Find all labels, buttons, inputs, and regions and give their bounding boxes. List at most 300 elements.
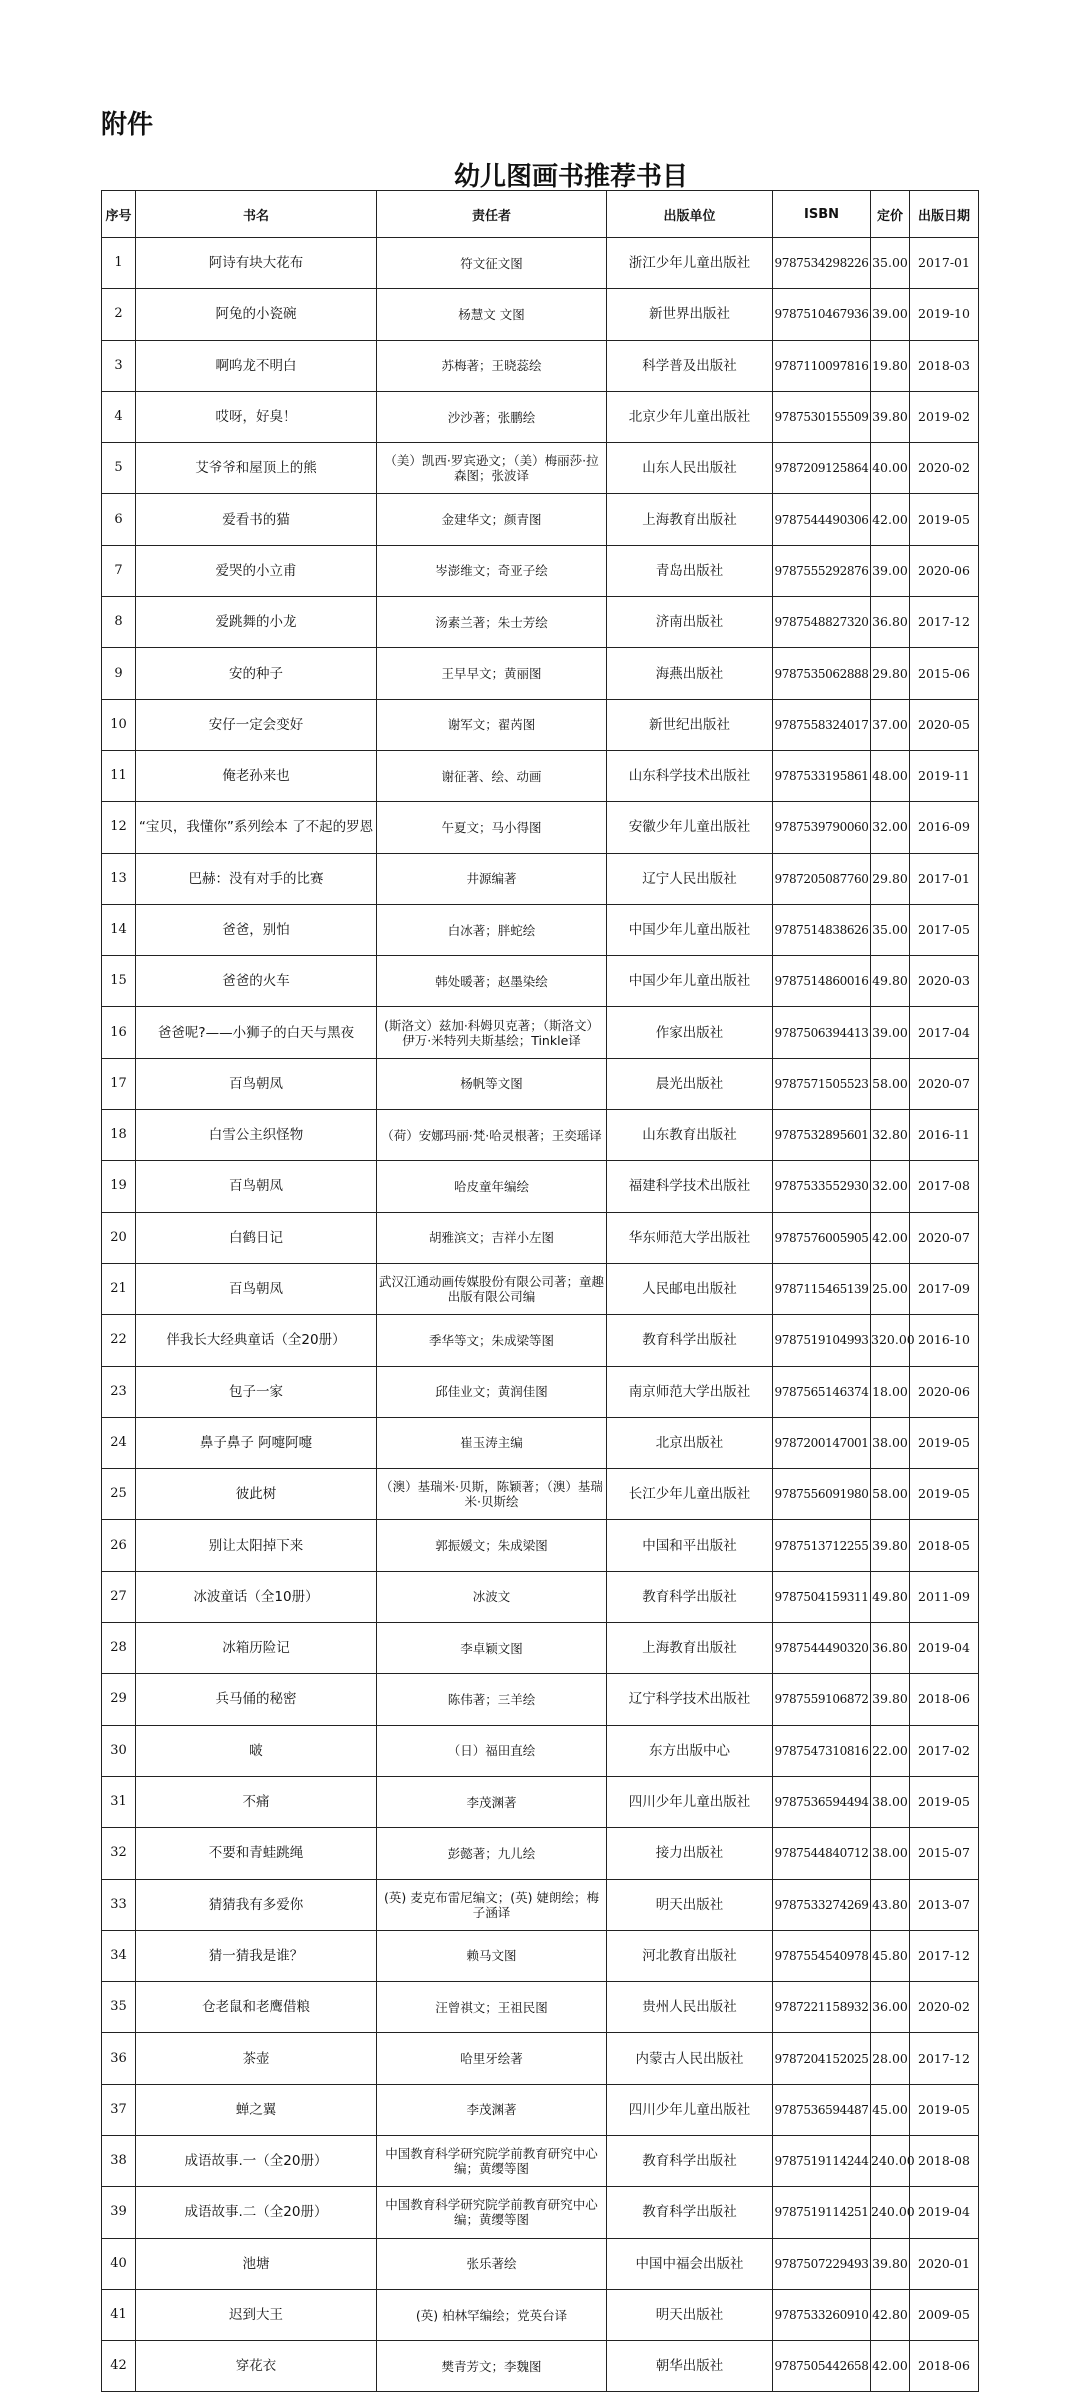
book-author: 张乐著绘 [377,2238,607,2289]
book-isbn: 9787556091980 [773,1469,871,1520]
book-isbn: 9787505442658 [773,2341,871,2392]
book-price: 36.80 [871,1623,910,1674]
row-index: 1 [102,238,136,289]
row-index: 21 [102,1263,136,1314]
book-title: 迟到大王 [136,2289,377,2340]
book-price: 58.00 [871,1058,910,1109]
book-publisher: 华东师范大学出版社 [607,1212,773,1263]
row-index: 40 [102,2238,136,2289]
book-author: 杨帆等文图 [377,1058,607,1109]
book-publisher: 上海教育出版社 [607,494,773,545]
book-date: 2020-01 [910,2238,979,2289]
book-author: 午夏文；马小得图 [377,802,607,853]
book-publisher: 长江少年儿童出版社 [607,1469,773,1520]
row-index: 15 [102,956,136,1007]
book-publisher: 中国少年儿童出版社 [607,956,773,1007]
book-author: 李茂渊著 [377,2084,607,2135]
table-row [102,1366,979,1417]
row-index: 34 [102,1930,136,1981]
book-publisher: 晨光出版社 [607,1058,773,1109]
book-price: 320.00 [871,1315,910,1366]
row-index: 37 [102,2084,136,2135]
table-row [102,1469,979,1520]
book-title: 啵 [136,1725,377,1776]
book-publisher: 朝华出版社 [607,2341,773,2392]
book-isbn: 9787514838626 [773,904,871,955]
row-index: 5 [102,443,136,494]
book-date: 2017-01 [910,853,979,904]
row-index: 27 [102,1571,136,1622]
book-price: 36.00 [871,1982,910,2033]
book-date: 2019-05 [910,2084,979,2135]
header-isbn: ISBN [773,191,871,238]
book-date: 2017-09 [910,1263,979,1314]
book-price: 240.00 [871,2135,910,2186]
book-title: 俺老孙来也 [136,750,377,801]
book-isbn: 9787554540978 [773,1930,871,1981]
table-row [102,956,979,1007]
table-row [102,391,979,442]
table-row [102,494,979,545]
book-author: 井源编著 [377,853,607,904]
book-title: 安仔一定会变好 [136,699,377,750]
book-isbn: 9787533260910 [773,2289,871,2340]
row-index: 3 [102,340,136,391]
table-row [102,1725,979,1776]
book-date: 2020-06 [910,545,979,596]
book-author: 中国教育科学研究院学前教育研究中心编；黄缨等图 [377,2135,607,2186]
book-publisher: 福建科学技术出版社 [607,1161,773,1212]
book-price: 39.00 [871,289,910,340]
row-index: 13 [102,853,136,904]
row-index: 8 [102,597,136,648]
row-index: 31 [102,1776,136,1827]
book-date: 2017-08 [910,1161,979,1212]
book-title: 白雪公主织怪物 [136,1110,377,1161]
book-date: 2020-07 [910,1058,979,1109]
book-price: 28.00 [871,2033,910,2084]
book-price: 32.80 [871,1110,910,1161]
book-publisher: 济南出版社 [607,597,773,648]
book-price: 38.00 [871,1417,910,1468]
book-publisher: 青岛出版社 [607,545,773,596]
book-price: 38.00 [871,1828,910,1879]
book-price: 45.00 [871,2084,910,2135]
table-row [102,1982,979,2033]
row-index: 14 [102,904,136,955]
table-row [102,802,979,853]
row-index: 24 [102,1417,136,1468]
book-isbn: 9787534298226 [773,238,871,289]
book-author: 胡雅滨文；吉祥小左图 [377,1212,607,1263]
book-title: 池塘 [136,2238,377,2289]
row-index: 36 [102,2033,136,2084]
book-publisher: 河北教育出版社 [607,1930,773,1981]
book-title: 别让太阳掉下来 [136,1520,377,1571]
book-isbn: 9787514860016 [773,956,871,1007]
book-date: 2018-06 [910,2341,979,2392]
table-row [102,699,979,750]
book-author: 王早早文；黄丽图 [377,648,607,699]
book-author: 符文征文图 [377,238,607,289]
book-price: 42.80 [871,2289,910,2340]
book-date: 2018-05 [910,1520,979,1571]
book-isbn: 9787519114244 [773,2135,871,2186]
book-date: 2017-12 [910,597,979,648]
row-index: 29 [102,1674,136,1725]
book-author: 李茂渊著 [377,1776,607,1827]
book-date: 2018-06 [910,1674,979,1725]
book-publisher: 教育科学出版社 [607,1571,773,1622]
book-author: 季华等文；朱成梁等图 [377,1315,607,1366]
book-author: (英) 柏林罕编绘；党英台译 [377,2289,607,2340]
book-author: 武汉江通动画传媒股份有限公司著；童趣出版有限公司编 [377,1263,607,1314]
book-title: 仓老鼠和老鹰借粮 [136,1982,377,2033]
book-publisher: 教育科学出版社 [607,2187,773,2238]
row-index: 41 [102,2289,136,2340]
book-date: 2019-05 [910,494,979,545]
book-title: 爸爸呢?——小狮子的白天与黑夜 [136,1007,377,1058]
book-publisher: 中国和平出版社 [607,1520,773,1571]
book-price: 39.00 [871,545,910,596]
book-price: 39.80 [871,1674,910,1725]
row-index: 6 [102,494,136,545]
book-title: 阿诗有块大花布 [136,238,377,289]
table-row [102,853,979,904]
book-price: 45.80 [871,1930,910,1981]
book-date: 2015-06 [910,648,979,699]
book-price: 58.00 [871,1469,910,1520]
book-publisher: 明天出版社 [607,2289,773,2340]
book-author: 赖马文图 [377,1930,607,1981]
book-publisher: 明天出版社 [607,1879,773,1930]
book-publisher: 安徽少年儿童出版社 [607,802,773,853]
book-price: 43.80 [871,1879,910,1930]
table-row [102,1828,979,1879]
book-author: 杨慧文 文图 [377,289,607,340]
book-date: 2019-10 [910,289,979,340]
row-index: 38 [102,2135,136,2186]
book-isbn: 9787532895601 [773,1110,871,1161]
book-date: 2020-07 [910,1212,979,1263]
table-row [102,2289,979,2340]
book-author: 中国教育科学研究院学前教育研究中心编；黄缨等图 [377,2187,607,2238]
book-date: 2017-12 [910,2033,979,2084]
book-publisher: 教育科学出版社 [607,1315,773,1366]
book-isbn: 9787504159311 [773,1571,871,1622]
table-row [102,2033,979,2084]
book-date: 2019-04 [910,2187,979,2238]
table-row [102,2187,979,2238]
book-publisher: 作家出版社 [607,1007,773,1058]
book-isbn: 9787209125864 [773,443,871,494]
book-isbn: 9787576005905 [773,1212,871,1263]
book-publisher: 山东人民出版社 [607,443,773,494]
book-title: 蝉之翼 [136,2084,377,2135]
book-price: 42.00 [871,2341,910,2392]
book-author: 汪曾祺文；王祖民图 [377,1982,607,2033]
book-author: (斯洛文）兹加·科姆贝克著；（斯洛文）伊万·米特列夫斯基绘；Tinkle译 [377,1007,607,1058]
book-price: 39.80 [871,1520,910,1571]
book-publisher: 中国中福会出版社 [607,2238,773,2289]
book-author: （美）凯西·罗宾逊文；（美）梅丽莎·拉森图；张波译 [377,443,607,494]
book-publisher: 内蒙古人民出版社 [607,2033,773,2084]
row-index: 16 [102,1007,136,1058]
book-title: 兵马俑的秘密 [136,1674,377,1725]
book-date: 2009-05 [910,2289,979,2340]
book-author: 白冰著；胖蛇绘 [377,904,607,955]
book-title: 猜一猜我是谁？ [136,1930,377,1981]
book-author: 陈伟著；三羊绘 [377,1674,607,1725]
book-isbn: 9787110097816 [773,340,871,391]
book-publisher: 东方出版中心 [607,1725,773,1776]
row-index: 2 [102,289,136,340]
book-date: 2017-12 [910,1930,979,1981]
book-title: 彼此树 [136,1469,377,1520]
book-author: （荷）安娜玛丽·梵·哈灵根著；王奕瑶译 [377,1110,607,1161]
row-index: 28 [102,1623,136,1674]
book-date: 2017-04 [910,1007,979,1058]
book-title: 爱看书的猫 [136,494,377,545]
table-row [102,1110,979,1161]
book-isbn: 9787558324017 [773,699,871,750]
table-row [102,2341,979,2392]
book-isbn: 9787519104993 [773,1315,871,1366]
book-isbn: 9787539790060 [773,802,871,853]
row-index: 25 [102,1469,136,1520]
row-index: 35 [102,1982,136,2033]
book-publisher: 中国少年儿童出版社 [607,904,773,955]
book-price: 29.80 [871,853,910,904]
book-isbn: 9787565146374 [773,1366,871,1417]
book-author: 汤素兰著；朱士芳绘 [377,597,607,648]
attachment-label: 附件 [101,110,154,140]
header-publisher: 出版单位 [607,191,773,238]
row-index: 7 [102,545,136,596]
book-publisher: 浙江少年儿童出版社 [607,238,773,289]
book-publisher: 四川少年儿童出版社 [607,1776,773,1827]
book-isbn: 9787533552930 [773,1161,871,1212]
book-price: 35.00 [871,904,910,955]
book-isbn: 9787533195861 [773,750,871,801]
book-author: 哈里牙绘著 [377,2033,607,2084]
row-index: 4 [102,391,136,442]
book-date: 2020-05 [910,699,979,750]
book-price: 38.00 [871,1776,910,1827]
book-title: “宝贝，我懂你”系列绘本 了不起的罗恩 [136,802,377,853]
book-author: 苏梅著；王晓蕊绘 [377,340,607,391]
table-row [102,1212,979,1263]
table-row [102,443,979,494]
table-row [102,2135,979,2186]
row-index: 20 [102,1212,136,1263]
book-price: 39.80 [871,2238,910,2289]
book-date: 2015-07 [910,1828,979,1879]
table-row [102,1007,979,1058]
book-author: 李卓颖文图 [377,1623,607,1674]
book-isbn: 9787513712255 [773,1520,871,1571]
book-title: 巴赫：没有对手的比赛 [136,853,377,904]
book-title: 哎呀，好臭！ [136,391,377,442]
book-isbn: 9787115465139 [773,1263,871,1314]
table-row [102,1879,979,1930]
book-date: 2019-05 [910,1469,979,1520]
book-isbn: 9787559106872 [773,1674,871,1725]
book-date: 2019-05 [910,1776,979,1827]
book-publisher: 北京出版社 [607,1417,773,1468]
row-index: 23 [102,1366,136,1417]
row-index: 30 [102,1725,136,1776]
book-title: 冰箱历险记 [136,1623,377,1674]
book-isbn: 9787555292876 [773,545,871,596]
book-isbn: 9787507229493 [773,2238,871,2289]
book-price: 18.00 [871,1366,910,1417]
book-date: 2017-01 [910,238,979,289]
row-index: 17 [102,1058,136,1109]
row-index: 19 [102,1161,136,1212]
book-price: 29.80 [871,648,910,699]
table-row [102,289,979,340]
book-price: 25.00 [871,1263,910,1314]
book-price: 42.00 [871,1212,910,1263]
row-index: 26 [102,1520,136,1571]
book-isbn: 9787205087760 [773,853,871,904]
book-date: 2018-08 [910,2135,979,2186]
book-title: 不要和青蛙跳绳 [136,1828,377,1879]
table-row [102,648,979,699]
book-publisher: 辽宁人民出版社 [607,853,773,904]
book-title: 穿花衣 [136,2341,377,2392]
document-title: 幼儿图画书推荐书目 [453,162,688,192]
book-publisher: 南京师范大学出版社 [607,1366,773,1417]
book-author: 彭懿著；九儿绘 [377,1828,607,1879]
row-index: 11 [102,750,136,801]
book-isbn: 9787200147001 [773,1417,871,1468]
book-title: 爱哭的小立甫 [136,545,377,596]
book-price: 40.00 [871,443,910,494]
book-publisher: 北京少年儿童出版社 [607,391,773,442]
table-row [102,1315,979,1366]
book-author: 郭振媛文；朱成梁图 [377,1520,607,1571]
book-isbn: 9787536594494 [773,1776,871,1827]
table-row [102,2084,979,2135]
book-title: 爸爸的火车 [136,956,377,1007]
row-index: 12 [102,802,136,853]
table-row [102,1571,979,1622]
book-price: 42.00 [871,494,910,545]
table-row [102,750,979,801]
book-isbn: 9787204152025 [773,2033,871,2084]
book-author: 邱佳业文；黄润佳图 [377,1366,607,1417]
book-title: 安的种子 [136,648,377,699]
row-index: 22 [102,1315,136,1366]
book-publisher: 教育科学出版社 [607,2135,773,2186]
book-title: 冰波童话（全10册） [136,1571,377,1622]
book-isbn: 9787544840712 [773,1828,871,1879]
row-index: 10 [102,699,136,750]
book-isbn: 9787221158932 [773,1982,871,2033]
book-date: 2020-02 [910,1982,979,2033]
book-date: 2016-10 [910,1315,979,1366]
book-isbn: 9787519114251 [773,2187,871,2238]
book-date: 2019-05 [910,1417,979,1468]
table-row [102,1930,979,1981]
table-row [102,1623,979,1674]
book-isbn: 9787535062888 [773,648,871,699]
row-index: 18 [102,1110,136,1161]
book-price: 35.00 [871,238,910,289]
book-author: （澳）基瑞米·贝斯，陈颖著；（澳）基瑞米·贝斯绘 [377,1469,607,1520]
book-isbn: 9787533274269 [773,1879,871,1930]
book-price: 32.00 [871,1161,910,1212]
book-price: 49.80 [871,1571,910,1622]
book-publisher: 山东科学技术出版社 [607,750,773,801]
book-publisher: 海燕出版社 [607,648,773,699]
table-row [102,1058,979,1109]
header-title: 书名 [136,191,377,238]
book-publisher: 贵州人民出版社 [607,1982,773,2033]
book-price: 37.00 [871,699,910,750]
book-date: 2013-07 [910,1879,979,1930]
book-title: 艾爷爷和屋顶上的熊 [136,443,377,494]
book-title: 鼻子鼻子 阿嚏阿嚏 [136,1417,377,1468]
book-title: 茶壶 [136,2033,377,2084]
book-author: (英) 麦克布雷尼编文；(英) 婕朗绘；梅子涵译 [377,1879,607,1930]
row-index: 39 [102,2187,136,2238]
header-price: 定价 [871,191,910,238]
book-author: （日）福田直绘 [377,1725,607,1776]
table-header-row [102,191,979,238]
book-date: 2019-04 [910,1623,979,1674]
book-date: 2020-02 [910,443,979,494]
book-list-table [101,190,979,2392]
table-row [102,904,979,955]
header-index: 序号 [102,191,136,238]
book-price: 36.80 [871,597,910,648]
book-publisher: 山东教育出版社 [607,1110,773,1161]
book-title: 爸爸，别怕 [136,904,377,955]
book-author: 谢征著、绘、动画 [377,750,607,801]
row-index: 33 [102,1879,136,1930]
book-date: 2016-11 [910,1110,979,1161]
book-author: 崔玉涛主编 [377,1417,607,1468]
book-price: 39.80 [871,391,910,442]
book-price: 240.00 [871,2187,910,2238]
book-publisher: 科学普及出版社 [607,340,773,391]
header-date: 出版日期 [910,191,979,238]
book-isbn: 9787571505523 [773,1058,871,1109]
table-row [102,2238,979,2289]
book-author: 韩处暖著；赵墨染绘 [377,956,607,1007]
book-isbn: 9787548827320 [773,597,871,648]
book-publisher: 上海教育出版社 [607,1623,773,1674]
book-title: 百鸟朝凤 [136,1161,377,1212]
book-price: 19.80 [871,340,910,391]
table-row [102,1520,979,1571]
table-row [102,597,979,648]
book-publisher: 四川少年儿童出版社 [607,2084,773,2135]
book-isbn: 9787510467936 [773,289,871,340]
book-author: 哈皮童年编绘 [377,1161,607,1212]
book-author: 樊青芳文；李魏图 [377,2341,607,2392]
book-date: 2018-03 [910,340,979,391]
row-index: 9 [102,648,136,699]
book-date: 2016-09 [910,802,979,853]
book-isbn: 9787536594487 [773,2084,871,2135]
book-author: 冰波文 [377,1571,607,1622]
book-title: 不痛 [136,1776,377,1827]
book-title: 猜猜我有多爱你 [136,1879,377,1930]
